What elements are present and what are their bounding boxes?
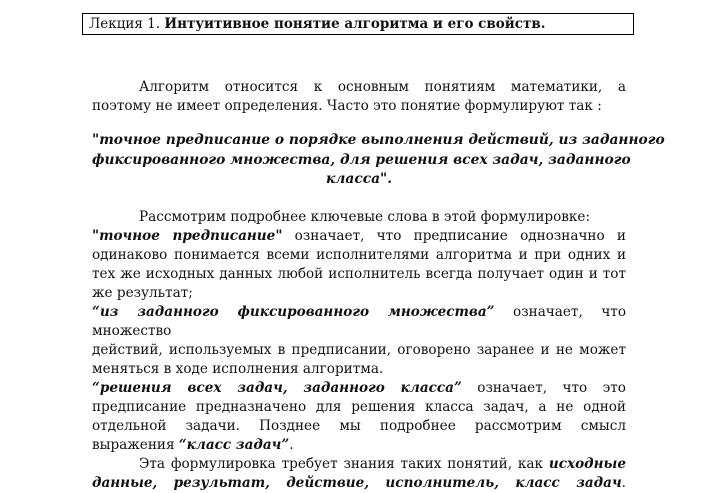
item1-line-1	[92, 227, 626, 246]
intro-paragraph	[92, 78, 626, 116]
closing-line1-prefix: Эта формулировка требует знания таких понятий, как	[139, 456, 549, 472]
closing-line-1	[92, 455, 626, 474]
closing-line2-suffix: .	[621, 475, 626, 491]
item3-line-2: предписание предназначено для решения класса задач, а не одной	[92, 399, 626, 415]
item2-line-3: меняться в ходе исполнения алгоритма.	[92, 361, 384, 377]
closing-line-2	[92, 474, 626, 493]
lecture-number: Лекция 1.	[89, 16, 165, 32]
item3-line-1	[92, 379, 626, 398]
item1-line-2: одинаково понимается всеми исполнителями алгоритма и при одних и	[92, 247, 626, 263]
item2-term: “из заданного фиксированного множества”	[92, 304, 495, 320]
item1-line1-text: означает, что предписание однозначно и	[282, 228, 626, 244]
item3-line4-prefix: выражения	[92, 437, 179, 453]
closing-line1-term: исходные	[548, 456, 626, 472]
intro-line-2: поэтому не имеет определения. Часто это понятие формулируют так :	[92, 98, 602, 114]
item3-term: “решения всех задач, заданного класса”	[92, 380, 462, 396]
item3-line4-term: “класс задач”	[178, 437, 290, 453]
definition-line-1: "точное предписание о порядке выполнения действий, из заданного	[92, 132, 665, 148]
lecture-title: Интуитивное понятие алгоритма и его свойств.	[164, 16, 546, 32]
keywords-section	[92, 208, 626, 493]
item3-line-4	[92, 436, 626, 455]
definition-line-3: класса".	[325, 171, 393, 187]
item3-line4-suffix: .	[289, 437, 294, 453]
item1-line-4: же результат;	[92, 285, 193, 301]
item1-term: "точное предписание"	[92, 228, 283, 244]
item1-line-3: тех же исходных данных любой исполнитель всегда получает один и тот	[92, 266, 626, 282]
item2-line-1	[92, 303, 626, 341]
section-intro: Рассмотрим подробнее ключевые слова в этой формулировке:	[139, 209, 591, 225]
closing-line2-terms: данные, результат, действие, исполнитель, класс задач	[92, 475, 622, 491]
definition-line-2: фиксированного множества, для решения всех задач, заданного	[92, 151, 631, 168]
algorithm-definition	[92, 131, 665, 190]
item3-line-3: отдельной задачи. Позднее мы подробнее рассмотрим смысл	[92, 418, 626, 434]
item2-line-2: действий, используемых в предписании, оговорено заранее и не может	[92, 342, 626, 358]
lecture-header	[82, 13, 634, 35]
item3-line1-text: означает, что это	[461, 380, 626, 396]
intro-line-1: Алгоритм относится к основным понятиям математики, а	[139, 79, 626, 95]
item2-line1-text: означает, что множество	[92, 304, 627, 339]
